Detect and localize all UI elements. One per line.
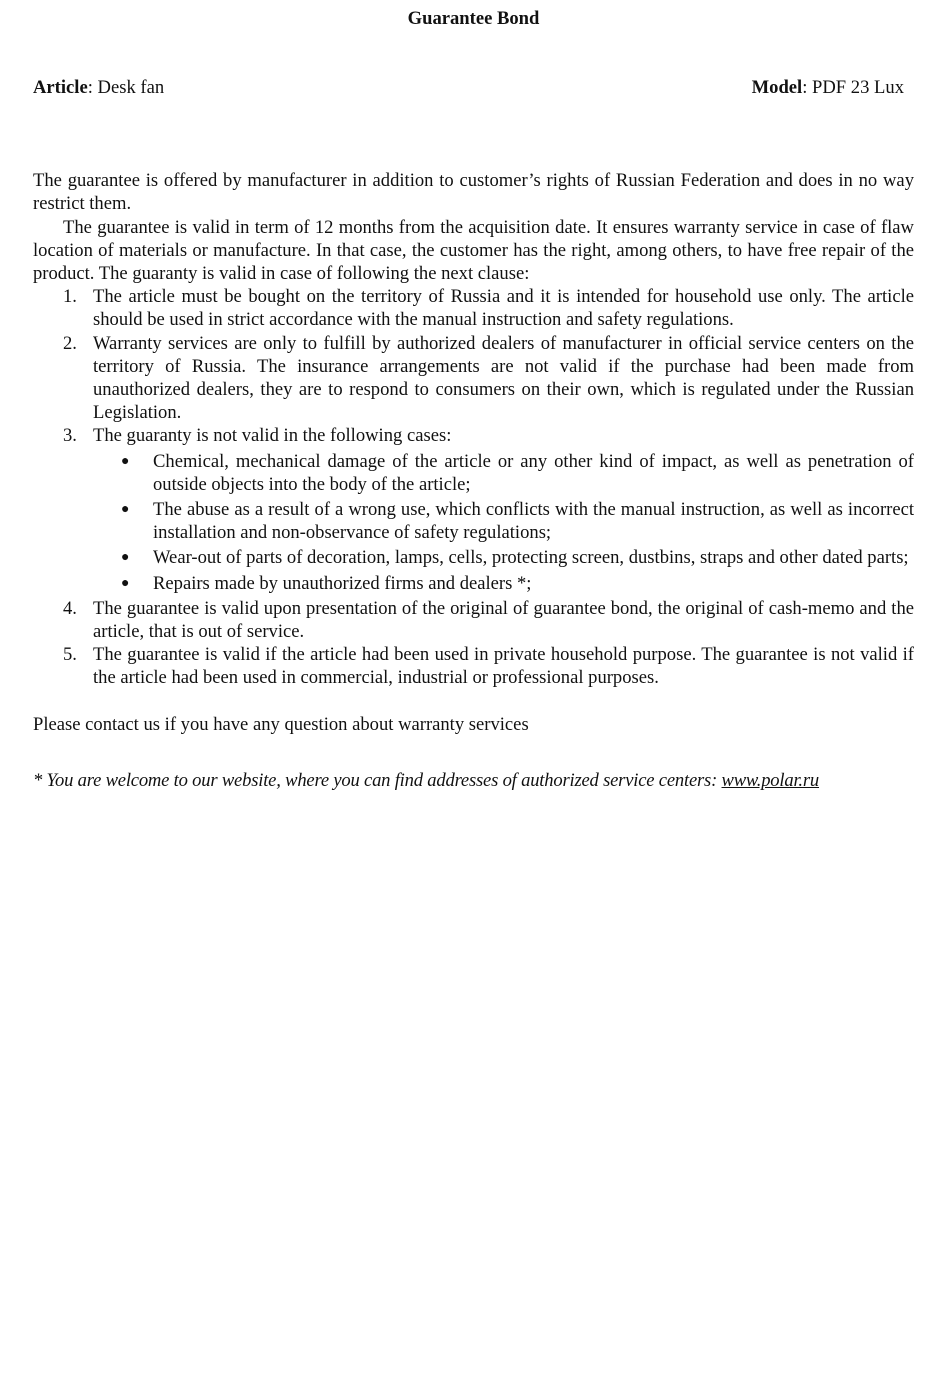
footnote-text: * You are welcome to our website, where you can find addresses of authorized service centers: xyxy=(33,769,722,791)
validity-paragraph: The guarantee is valid in term of 12 months from the acquisition date. It ensures warranty service in case of flaw location of materials or manufacture. In that case, the customer has the right, among others, to have free repair of the product. The guaranty is valid in case of following the next clause: xyxy=(33,216,914,285)
clause-number: 5. xyxy=(63,644,77,666)
bullet-icon: ● xyxy=(121,502,130,518)
bullet-icon: ● xyxy=(121,453,130,469)
intro-paragraph: The guarantee is offered by manufacturer in addition to customer’s rights of Russian Federation and does in no way restrict them. xyxy=(33,170,914,215)
case-text: Chemical, mechanical damage of the article or any other kind of impact, as well as penetration of outside objects into the body of the article; xyxy=(153,450,914,495)
guarantee-document xyxy=(33,0,914,792)
clause-item xyxy=(33,597,914,643)
clause-list xyxy=(33,285,914,689)
case-text: The abuse as a result of a wrong use, which conflicts with the manual instruction, as well as incorrect installation and non-observance of safety regulations; xyxy=(153,499,914,544)
model-label: Model xyxy=(751,77,803,98)
clause-text: The guarantee is valid if the article had been used in private household purpose. The guarantee is not valid if the article had been used in commercial, industrial or professional purposes. xyxy=(93,644,914,689)
case-item xyxy=(93,546,914,569)
exclusion-case-list xyxy=(93,450,914,595)
article-value: : Desk fan xyxy=(87,77,165,98)
clause-number: 2. xyxy=(63,332,77,354)
clause-item xyxy=(33,424,914,594)
document-title: Guarantee Bond xyxy=(407,8,540,29)
clause-item xyxy=(33,643,914,689)
clause-text: The guaranty is not valid in the following cases: xyxy=(93,425,452,447)
model-info xyxy=(752,76,904,99)
case-item xyxy=(93,498,914,544)
clause-number: 4. xyxy=(63,597,77,619)
clause-text: The article must be bought on the territory of Russia and it is intended for household use only. The article should be used in strict accordance with the manual instruction and safety regulations. xyxy=(93,286,914,331)
clause-text: The guarantee is valid upon presentation of the original of guarantee bond, the original of cash-memo and the article, that is out of service. xyxy=(93,597,914,643)
footnote xyxy=(33,769,914,792)
model-value: : PDF 23 Lux xyxy=(802,77,904,98)
article-label: Article xyxy=(33,77,88,98)
case-item xyxy=(93,572,914,595)
bullet-icon: ● xyxy=(121,575,130,591)
case-text: Wear-out of parts of decoration, lamps, cells, protecting screen, dustbins, straps and other dated parts; xyxy=(153,547,909,569)
article-model-row xyxy=(33,76,914,99)
clause-text: Warranty services are only to fulfill by authorized dealers of manufacturer in official service centers on the territory of Russia. The insurance arrangements are not valid if the purchase had been made from unauthorized dealers, they are to respond to consumers on their own, which is regulated under the Russian Legislation. xyxy=(93,332,914,424)
contact-line: Please contact us if you have any question about warranty services xyxy=(33,713,529,735)
case-item xyxy=(93,450,914,496)
clause-number: 3. xyxy=(63,425,77,447)
clause-number: 1. xyxy=(63,286,77,308)
clause-item xyxy=(33,285,914,331)
website-link[interactable]: www.polar.ru xyxy=(721,769,820,791)
case-text: Repairs made by unauthorized firms and dealers *; xyxy=(153,572,532,594)
bullet-icon: ● xyxy=(121,550,130,566)
article-info xyxy=(33,76,164,99)
clause-item xyxy=(33,332,914,425)
